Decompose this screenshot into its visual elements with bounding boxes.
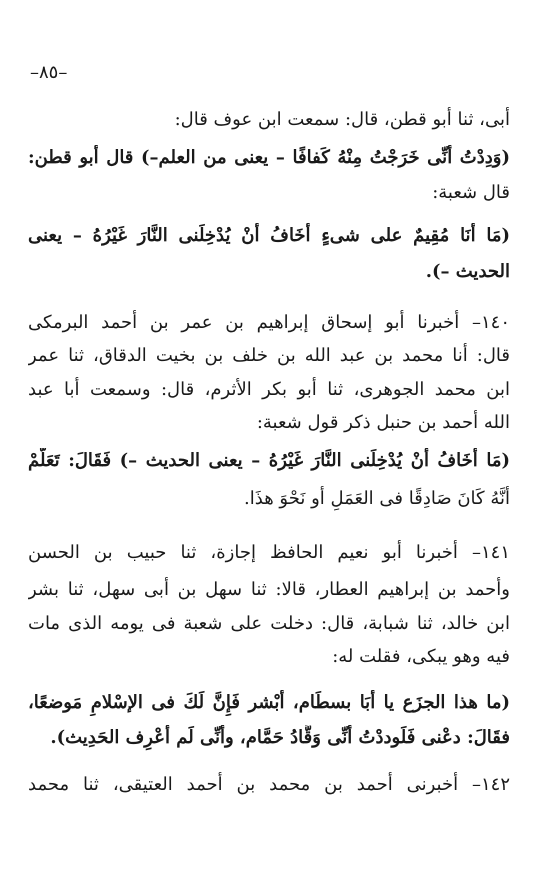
text-line-6: ١٤٠– أخبرنا أبو إسحاق إبراهيم بن عمر بن أحمد البرمكى [28, 312, 510, 333]
text-line-17: فقَالَ: دعْنى فَلَوددْتُ أنِّى وَقَّادُ حَمَّام، وأنِّى لَم أَعْرِف الحَدِيث). [50, 727, 510, 748]
text-line-16: (ما هذا الجزَع يا أبَا بسطَام، أَبْشر فَإِنَّ لَكَ فى الإسْلامِ مَوضعًا، [28, 692, 510, 713]
text-line-10: (مَا أَخَافُ أَنْ يُدْخِلَنى النَّارَ غَيْرُهُ – يعنى الحديث –) فَقَالَ: تَعَلَّمْ [28, 450, 510, 471]
text-line-8: ابن محمد الجوهرى، ثنا أبو بكر الأثرم، قال: وسمعت أبا عبد [28, 379, 510, 400]
text-line-14: ابن خالد، ثنا شبابة، قال: دخلت على شعبة فى يومه الذى مات [28, 613, 510, 634]
text-line-4: (مَا أَنَا مُقِيمٌ على شىءٍ أَخَافُ أَنْ يُدْخِلَنى النَّارَ غَيْرُهُ – يعنى [28, 225, 510, 246]
text-line-11: أَنَّهُ كَانَ صَادِقًا فى العَمَلِ أو نَحْوَ هذَا. [244, 488, 510, 509]
page-number: –٨٥– [30, 62, 68, 83]
text-line-7: قال: أنا محمد بن عبد الله بن خلف بن بخيت الدقاق، ثنا عمر [28, 345, 510, 366]
text-line-2: (وَدِدْتُ أَنِّى خَرَجْتُ مِنْهُ كَفافًا – يعنى من العلم–) قال أبو قطن: [28, 147, 510, 168]
text-line-1: أبى، ثنا أبو قطن، قال: سمعت ابن عوف قال: [174, 109, 510, 130]
text-line-18: ١٤٢– أخبرنى أحمد بن محمد بن أحمد العتيقى، ثنا محمد [28, 774, 510, 795]
text-line-9: الله أحمد بن حنبل ذكر قول شعبة: [256, 412, 510, 433]
text-line-15: فيه وهو يبكى، فقلت له: [332, 646, 510, 667]
text-line-3: قال شعبة: [432, 182, 510, 203]
text-line-13: وأحمد بن إبراهيم العطار، قالا: ثنا سهل بن أبى سهل، ثنا بشر [28, 579, 510, 600]
text-line-5: الحديث –). [425, 261, 510, 282]
text-line-12: ١٤١– أخبرنا أبو نعيم الحافظ إجازة، ثنا حبيب بن الحسن [28, 542, 510, 563]
